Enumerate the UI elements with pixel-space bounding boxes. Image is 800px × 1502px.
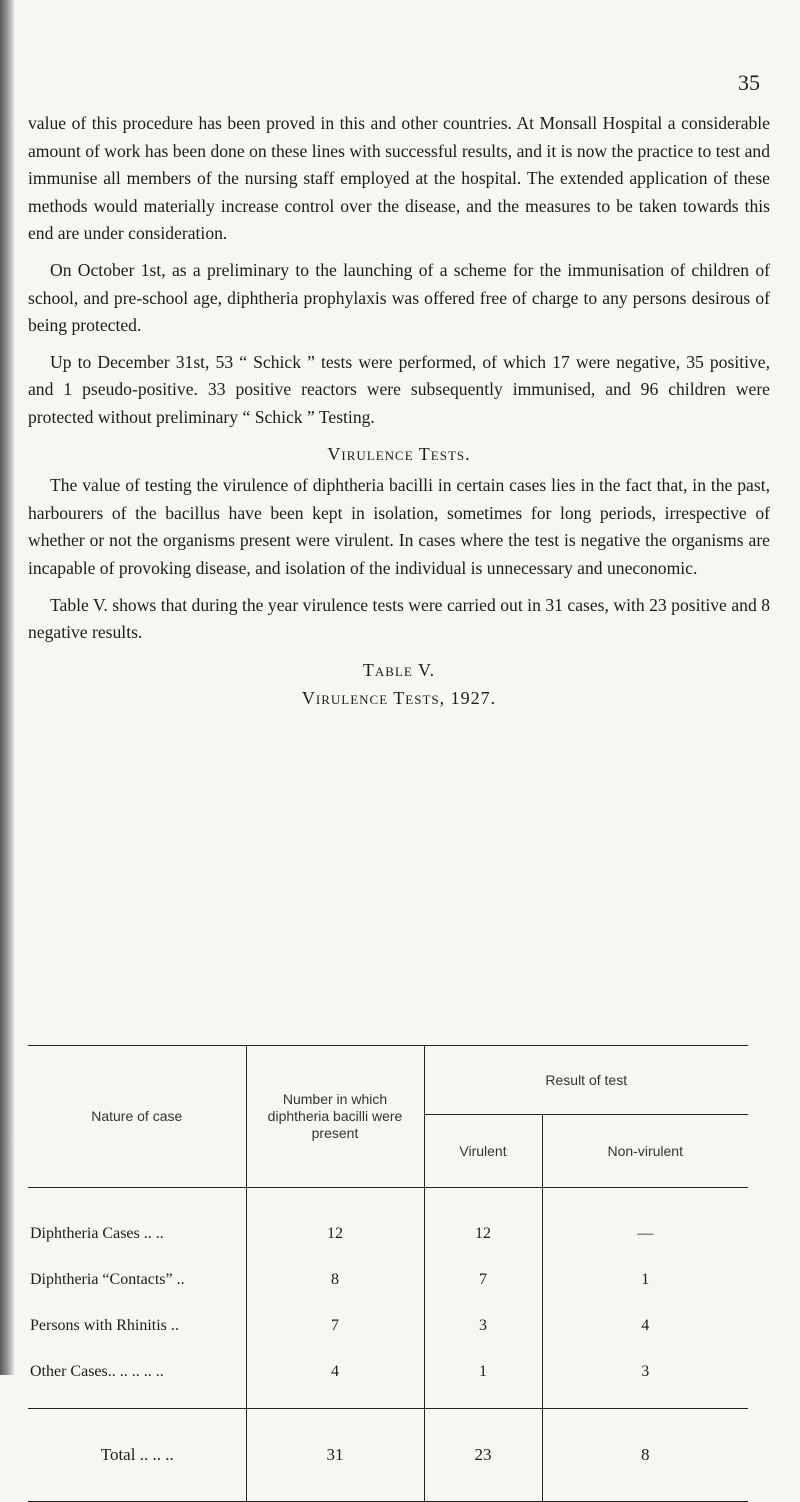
table-title: Table V.: [362, 659, 436, 680]
paragraph-2: On October 1st, as a preliminary to the launching of a scheme for the immunisation of children of school, and pre-school age, diphtheria prophylaxis was offered free of charge to any persons desirous of being protected.: [28, 259, 770, 336]
table-subtitle: Virulence Tests, 1927.: [301, 687, 497, 708]
row-case-label: Other Cases.. .. .. .. ..: [28, 1349, 246, 1409]
row-non-virulent: 4: [542, 1303, 748, 1349]
row-virulent: 3: [424, 1303, 542, 1349]
page-number: 35: [738, 70, 760, 95]
paragraph-3: Up to December 31st, 53 “ Schick ” tests were performed, of which 17 were negative, 35 positive, and 1 pseudo-positive. 33 positive reactors were subsequently immunised, and 96 children were protected without preliminary “ Schick ” Testing.: [28, 351, 770, 427]
paragraph-5: Table V. shows that during the year virulence tests were carried out in 31 cases, with 23 positive and 8 negative results.: [28, 594, 770, 643]
row-case-label: Diphtheria Cases .. ..: [30, 1225, 164, 1242]
header-virulent: Virulent: [424, 1115, 542, 1188]
total-number: 31: [246, 1409, 424, 1502]
header-number-present: Number in which diphtheria bacilli were present: [246, 1046, 424, 1188]
table-row: [28, 1257, 748, 1303]
table-total-row: [28, 1409, 748, 1502]
header-result-of-test: Result of test: [424, 1046, 748, 1115]
row-case-label: Diphtheria “Contacts” ..: [30, 1271, 185, 1288]
header-non-virulent: Non-virulent: [542, 1115, 748, 1188]
total-non-virulent: 8: [542, 1409, 748, 1502]
section-heading: Virulence Tests.: [327, 443, 471, 464]
virulence-table-container: [28, 1045, 748, 1502]
row-number: 7: [246, 1303, 424, 1349]
total-label: Total .. .. ..: [28, 1409, 246, 1502]
row-non-virulent: 3: [542, 1349, 748, 1409]
total-virulent: 23: [424, 1409, 542, 1502]
row-non-virulent: 1: [542, 1257, 748, 1303]
row-number: 4: [246, 1349, 424, 1409]
paragraph-1: value of this procedure has been proved in this and other countries. At Monsall Hospital a considerable amount of work has been done on these lines with successful results, and it is now the practice to test and immunise all members of the nursing staff employed at the hospital. The extended application of these methods would materially increase control over the disease, and the measures to be taken towards this end are under consideration.: [28, 113, 770, 244]
row-virulent: 12: [424, 1188, 542, 1258]
header-nature-of-case: Nature of case: [28, 1046, 246, 1188]
body-text: [28, 110, 770, 712]
row-virulent: 1: [424, 1349, 542, 1409]
table-row: [28, 1188, 748, 1258]
row-number: 8: [246, 1257, 424, 1303]
paragraph-4: The value of testing the virulence of diphtheria bacilli in certain cases lies in the fact that, in the past, harbourers of the bacillus have been kept in isolation, sometimes for long periods, irrespective of whether or not the organisms present were virulent. In cases where the test is negative the organisms are incapable of provoking disease, and isolation of the individual is unnecessary and uneconomic.: [28, 475, 770, 578]
row-non-virulent: —: [542, 1188, 748, 1258]
virulence-table: [28, 1045, 748, 1502]
row-virulent: 7: [424, 1257, 542, 1303]
table-row: [28, 1349, 748, 1409]
page-binding-shadow: [0, 0, 14, 1375]
row-number: 12: [246, 1188, 424, 1258]
table-row: [28, 1303, 748, 1349]
row-case-label: Persons with Rhinitis ..: [30, 1317, 179, 1334]
